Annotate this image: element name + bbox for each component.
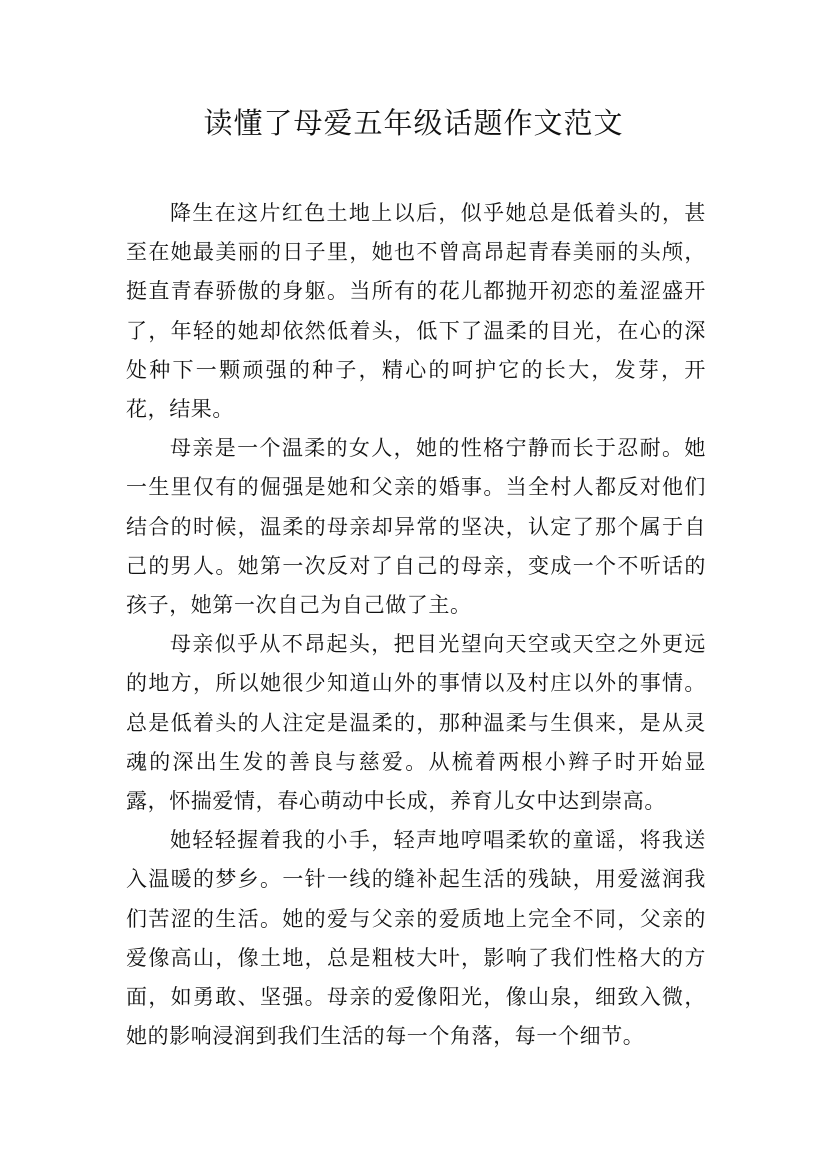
paragraph: 她轻轻握着我的小手，轻声地哼唱柔软的童谣，将我送入温暖的梦乡。一针一线的缝补起生活的残缺，用爱滋润我们苦涩的生活。她的爱与父亲的爱质地上完全不同，父亲的爱像高山，像土地，总是粗枝大叶，影响了我们性格大的方面，如勇敢、坚强。母亲的爱像阳光，像山泉，细致入微，她的影响浸润到我们生活的每一个角落，每一个细节。	[126, 828, 706, 1049]
document-title: 读懂了母爱五年级话题作文范文	[203, 106, 624, 140]
document-body	[126, 194, 706, 1056]
paragraph: 母亲是一个温柔的女人，她的性格宁静而长于忍耐。她一生里仅有的倔强是她和父亲的婚事。当全村人都反对他们结合的时候，温柔的母亲却异常的坚决，认定了那个属于自己的男人。她第一次反对了自己的母亲，变成一个不听话的孩子，她第一次自己为自己做了主。	[126, 436, 706, 618]
paragraph: 母亲似乎从不昂起头，把目光望向天空或天空之外更远的地方，所以她很少知道山外的事情以及村庄以外的事情。总是低着头的人注定是温柔的，那种温柔与生俱来，是从灵魂的深出生发的善良与慈爱。从梳着两根小辫子时开始显露，怀揣爱情，春心萌动中长成，养育儿女中达到崇高。	[126, 632, 706, 814]
paragraph: 降生在这片红色土地上以后，似乎她总是低着头的，甚至在她最美丽的日子里，她也不曾高昂起青春美丽的头颅，挺直青春骄傲的身躯。当所有的花儿都抛开初恋的羞涩盛开了，年轻的她却依然低着头，低下了温柔的目光，在心的深处种下一颗顽强的种子，精心的呵护它的长大，发芽，开花，结果。	[126, 201, 706, 422]
